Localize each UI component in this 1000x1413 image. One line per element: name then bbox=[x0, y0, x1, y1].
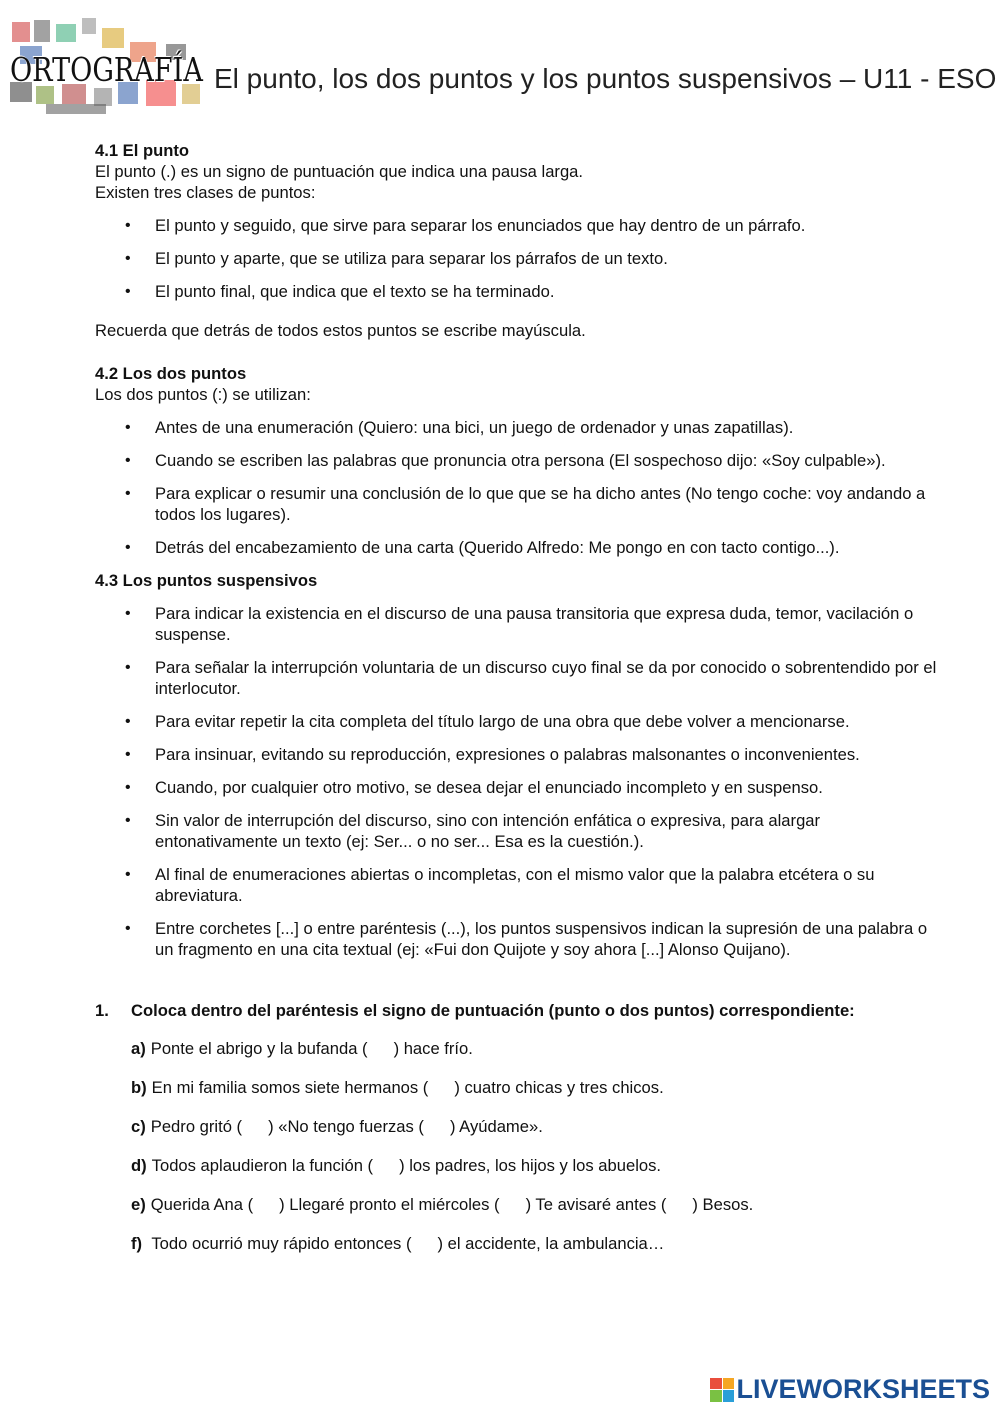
item-text: ) Te avisaré antes ( bbox=[525, 1195, 667, 1214]
section-title: 4.1 El punto bbox=[95, 141, 190, 160]
badge-cell bbox=[710, 1378, 722, 1390]
exercise-item bbox=[131, 1233, 945, 1255]
item-label: a) bbox=[131, 1039, 146, 1058]
liveworksheets-badge-icon bbox=[710, 1378, 734, 1402]
section-note: Recuerda que detrás de todos estos puntos se escribe mayúscula. bbox=[95, 321, 586, 340]
item-text: ) «No tengo fuerzas ( bbox=[268, 1117, 424, 1136]
item-text: Pedro gritó ( bbox=[150, 1117, 243, 1136]
item-text: ) Llegaré pronto el miércoles ( bbox=[279, 1195, 500, 1214]
item-text: Querida Ana ( bbox=[150, 1195, 254, 1214]
badge-cell bbox=[723, 1378, 735, 1390]
exercise-item bbox=[131, 1077, 945, 1099]
item-label: e) bbox=[131, 1195, 146, 1214]
item-label: c) bbox=[131, 1117, 146, 1136]
exercise-item bbox=[131, 1155, 945, 1177]
exercise-item bbox=[131, 1194, 945, 1216]
page-header bbox=[0, 0, 1000, 118]
liveworksheets-logo[interactable] bbox=[710, 1374, 990, 1405]
exercise-heading bbox=[95, 1000, 945, 1021]
list-item: • Cuando, por cualquier otro motivo, se desea dejar el enunciado incompleto y en suspenso. bbox=[95, 777, 945, 798]
item-label: b) bbox=[131, 1078, 147, 1097]
list-item: • Entre corchetes [...] o entre paréntesis (...), los puntos suspensivos indican la supresión de una palabra o un fragmento en una cita textual (ej: «Fui don Quijote y soy ahora [...] Alonso Quijano). bbox=[95, 918, 945, 960]
item-text: ) cuatro chicas y tres chicos. bbox=[454, 1078, 664, 1097]
item-text: En mi familia somos siete hermanos ( bbox=[151, 1078, 429, 1097]
badge-cell bbox=[710, 1390, 722, 1402]
brand-name: LIVEWORKSHEETS bbox=[736, 1374, 990, 1404]
list-item: • Para indicar la existencia en el discurso de una pausa transitoria que expresa duda, temor, vacilación o suspense. bbox=[95, 603, 945, 645]
exercise-instruction: Coloca dentro del paréntesis el signo de puntuación (punto o dos puntos) correspondiente: bbox=[131, 1001, 855, 1020]
bullet-list bbox=[95, 215, 945, 302]
section-intro: El punto (.) es un signo de puntuación que indica una pausa larga. bbox=[95, 162, 584, 181]
section-dos-puntos bbox=[95, 363, 945, 558]
section-title: 4.3 Los puntos suspensivos bbox=[95, 571, 318, 590]
list-item: • Al final de enumeraciones abiertas o incompletas, con el mismo valor que la palabra etcétera o su abreviatura. bbox=[95, 864, 945, 906]
item-text: ) los padres, los hijos y los abuelos. bbox=[399, 1156, 662, 1175]
list-item: • Para señalar la interrupción voluntaria de un discurso cuyo final se da por conocido o sobrentendido por el interlocutor. bbox=[95, 657, 945, 699]
badge-cell bbox=[723, 1390, 735, 1402]
section-title: 4.2 Los dos puntos bbox=[95, 364, 247, 383]
section-intro: Existen tres clases de puntos: bbox=[95, 183, 316, 202]
item-text: Todos aplaudieron la función ( bbox=[151, 1156, 374, 1175]
list-item: • Antes de una enumeración (Quiero: una bici, un juego de ordenador y unas zapatillas). bbox=[95, 417, 945, 438]
list-item: • Para evitar repetir la cita completa del título largo de una obra que debe volver a mencionarse. bbox=[95, 711, 945, 732]
section-intro: Los dos puntos (:) se utilizan: bbox=[95, 385, 311, 404]
list-item: • Detrás del encabezamiento de una carta (Querido Alfredo: Me pongo en con tacto contigo...). bbox=[95, 537, 945, 558]
bullet-list bbox=[95, 417, 945, 558]
item-label: f) bbox=[131, 1234, 143, 1253]
item-text: ) el accidente, la ambulancia… bbox=[437, 1234, 665, 1253]
main-content bbox=[95, 140, 945, 1272]
list-item: • El punto y aparte, que se utiliza para separar los párrafos de un texto. bbox=[95, 248, 945, 269]
list-item: • El punto final, que indica que el texto se ha terminado. bbox=[95, 281, 945, 302]
section-puntos-suspensivos bbox=[95, 570, 945, 960]
list-item: • Para insinuar, evitando su reproducción, expresiones o palabras malsonantes o inconvenientes. bbox=[95, 744, 945, 765]
exercise-item bbox=[131, 1038, 945, 1060]
bullet-list bbox=[95, 603, 945, 960]
logo-word: ORTOGRAFÍA bbox=[10, 50, 203, 89]
exercise-number: 1. bbox=[95, 1001, 109, 1020]
item-text: ) hace frío. bbox=[393, 1039, 473, 1058]
exercise-items bbox=[131, 1038, 945, 1255]
page-title: El punto, los dos puntos y los puntos suspensivos – U11 - ESO bbox=[214, 63, 997, 94]
list-item: • Cuando se escriben las palabras que pronuncia otra persona (El sospechoso dijo: «Soy culpable»). bbox=[95, 450, 945, 471]
item-text: ) Besos. bbox=[692, 1195, 754, 1214]
ortografia-logo bbox=[6, 18, 206, 114]
exercise-item bbox=[131, 1116, 945, 1138]
list-item: • Sin valor de interrupción del discurso, sino con intención enfática o expresiva, para alargar entonativamente un texto (ej: Ser... o no ser... Esa es la cuestión.). bbox=[95, 810, 945, 852]
item-text: ) Ayúdame». bbox=[449, 1117, 543, 1136]
section-el-punto bbox=[95, 140, 945, 341]
item-text: Todo ocurrió muy rápido entonces ( bbox=[147, 1234, 412, 1253]
item-text: Ponte el abrigo y la bufanda ( bbox=[150, 1039, 368, 1058]
exercise-1 bbox=[95, 1000, 945, 1255]
list-item: • Para explicar o resumir una conclusión de lo que que se ha dicho antes (No tengo coche: voy andando a todos los lugares). bbox=[95, 483, 945, 525]
list-item: • El punto y seguido, que sirve para separar los enunciados que hay dentro de un párrafo. bbox=[95, 215, 945, 236]
item-label: d) bbox=[131, 1156, 147, 1175]
